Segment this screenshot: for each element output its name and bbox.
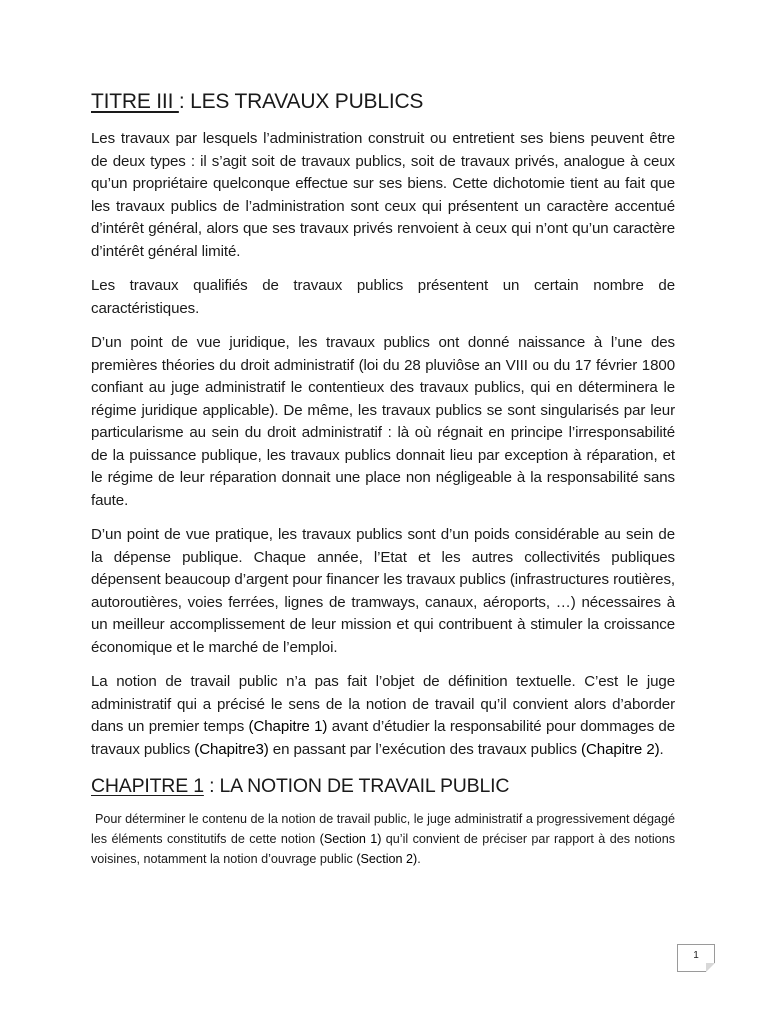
document-page: [91, 88, 675, 869]
page-corner-fold-icon: [706, 963, 715, 972]
notion-text-2: avant d’étudier la responsabilité pour dommages de travaux publics: [91, 718, 676, 758]
ref-chapitre-1: (Chapitre 1): [248, 718, 328, 735]
chapter-intro-paragraph: [91, 809, 675, 869]
chapter-text-1: Pour déterminer le contenu de la notion de travail public, le juge administratif a progressivement dégagé les éléments constitutifs de cette notion: [91, 812, 675, 846]
notion-text-3: en passant par l’exécution des travaux publics: [268, 740, 582, 758]
title-label: TITRE III: [91, 90, 179, 113]
ref-section-1: (Section 1): [319, 832, 382, 846]
title-rest: : LES TRAVAUX PUBLICS: [178, 90, 424, 113]
page-number: 1: [693, 950, 699, 961]
paragraph-intro: Les travaux par lesquels l’administration construit ou entretient ses biens peuvent être de deux types : il s’agit soit de travaux publics, soit de travaux privés, analogue à ceux qu’un propriétaire quelconque effectue sur ses biens. Cette dichotomie tient au fait que les travaux publics de l’administration sont ceux qui présentent un caractère accentué d’intérêt général, alors que ses travaux privés renvoient à ceux qui n’ont qu’un caractère d’intérêt général limité.: [91, 130, 675, 260]
ref-chapitre-3: (Chapitre3): [194, 740, 269, 758]
ref-section-2: (Section 2): [356, 852, 418, 866]
chapter-rest: : LA NOTION DE TRAVAIL PUBLIC: [203, 775, 510, 797]
notion-text-4: .: [659, 740, 664, 758]
chapter-text-3: .: [417, 852, 421, 866]
paragraph-practical-view: D’un point de vue pratique, les travaux publics sont d’un poids considérable au sein de la dépense publique. Chaque année, l’Etat et les autres collectivités publiques dépensent beaucoup d’argent pour financer les travaux publics (infrastructures routières, autoroutières, voies ferrées, lignes de tramways, canaux, aéroports, …) nécessaires à un meilleur accomplissement de leur mission et qui contribuent à stimuler la croissance économique et le marché de l’emploi.: [91, 526, 675, 656]
chapter-heading: [91, 773, 675, 799]
chapter-label: CHAPITRE 1: [91, 775, 204, 797]
chapter-text-2: qu’il convient de préciser par rapport à des notions voisines, notamment la notion d’ouvrage public: [91, 832, 675, 866]
paragraph-characteristics: Les travaux qualifiés de travaux publics présentent un certain nombre de caractéristiques.: [91, 277, 675, 317]
page-number-box: [677, 944, 715, 972]
paragraph-legal-view: D’un point de vue juridique, les travaux publics ont donné naissance à l’une des premières théories du droit administratif (loi du 28 pluviôse an VIII ou du 17 février 1800 confiant au juge administratif le contentieux des travaux publics, qui en déterminera le régime juridique applicable). De même, les travaux publics se sont singularisés par leur particularisme au sein du droit administratif : là où régnait en principe l’irresponsabilité de la puissance publique, les travaux publics donnait lieu par exception à réparation, et le régime de leur réparation donnait une place non négligeable à la responsabilité sans faute.: [91, 334, 675, 509]
ref-chapitre-2: (Chapitre 2): [581, 740, 660, 758]
notion-text-1: La notion de travail public n’a pas fait l’objet de définition textuelle. C’est le juge administratif qui a précisé le sens de la notion de travail qu’il convient alors d’aborder dans un premier temps: [91, 673, 675, 735]
page-title: [91, 88, 675, 116]
paragraph-notion: [91, 671, 675, 761]
